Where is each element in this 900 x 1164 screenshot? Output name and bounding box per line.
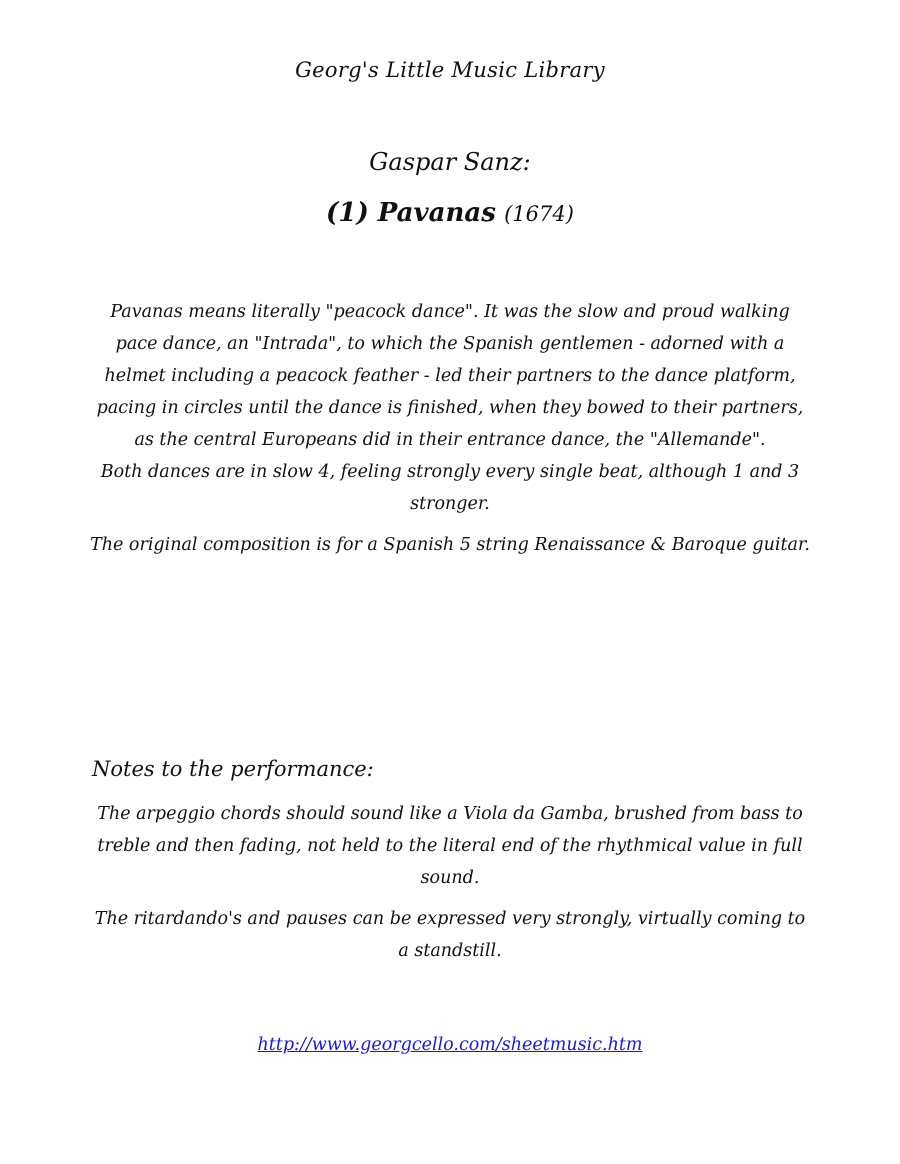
notes-section bbox=[90, 798, 810, 967]
notes-paragraph-ritardando: The ritardando's and pauses can be expressed very strongly, virtually coming to a standstill. bbox=[94, 909, 806, 961]
composer-name: Gaspar Sanz: bbox=[369, 148, 531, 176]
library-title: Georg's Little Music Library bbox=[295, 58, 605, 82]
notes-paragraph-arpeggio: The arpeggio chords should sound like a Viola da Gamba, brushed from bass to treble and then fading, not held to the literal end of the rhythmical value in full sound. bbox=[97, 804, 803, 888]
notes-heading: Notes to the performance: bbox=[92, 757, 374, 781]
footer-link-container bbox=[0, 1035, 900, 1055]
sheetmusic-link[interactable]: http://www.georgcello.com/sheetmusic.htm bbox=[257, 1035, 643, 1055]
intro-paragraph-tempo: Both dances are in slow 4, feeling strongly every single beat, although 1 and 3 stronger. bbox=[100, 462, 800, 514]
intro-paragraph-instrument: The original composition is for a Spanish 5 string Renaissance & Baroque guitar. bbox=[90, 535, 810, 555]
intro-section bbox=[90, 296, 810, 561]
work-year: (1674) bbox=[504, 202, 574, 226]
intro-paragraph-history: Pavanas means literally "peacock dance". It was the slow and proud walking pace dance, an "Intrada", to which the Spanish gentlemen - adorned with a helmet including a peacock feather - led their partners to the dance platform, pacing in circles until the dance is finished, when they bowed to their partners, as the central Europeans did in their entrance dance, the "Allemande". bbox=[96, 302, 804, 450]
work-name: (1) Pavanas bbox=[326, 198, 496, 228]
work-title bbox=[0, 198, 900, 228]
